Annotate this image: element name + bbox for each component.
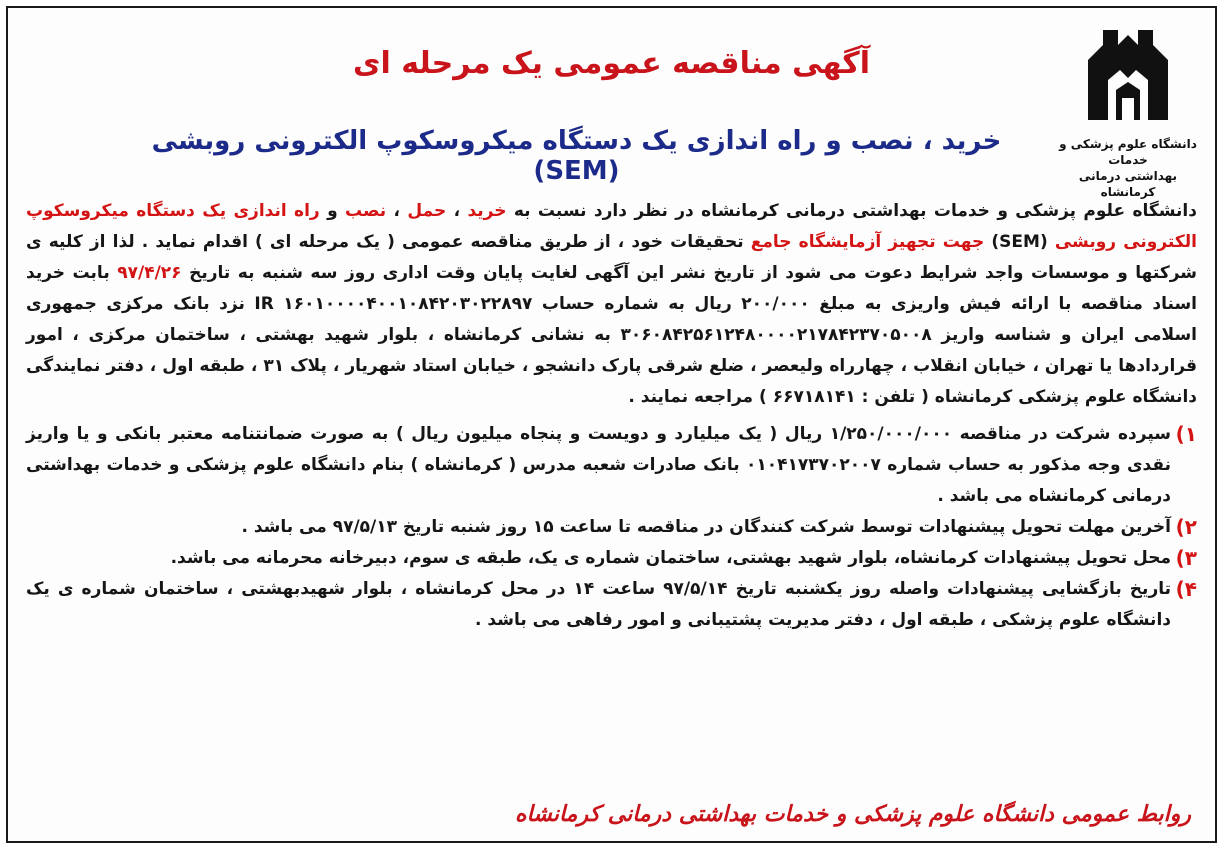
logo bbox=[1053, 20, 1203, 199]
item-number: ۱) bbox=[1175, 422, 1197, 446]
item-text: تاریخ بازگشایی پیشنهادات واصله روز یکشنبه تاریخ ۹۷/۵/۱۴ ساعت ۱۴ در محل کرمانشاه ، بلوار شهیدبهشتی ، ساختمان شماره ی یک دانشگاه علوم پزشکی ، طبقه اول ، دفتر مدیریت پشتیبانی و امور رفاهی می باشد . bbox=[26, 579, 1171, 630]
item-number: ۲) bbox=[1175, 515, 1197, 539]
item-number: ۴) bbox=[1175, 577, 1197, 601]
notice-title: آگهی مناقصه عمومی یک مرحله ای bbox=[353, 46, 870, 81]
list-item bbox=[26, 574, 1197, 636]
highlight-setup: راه اندازی یک دستگاه میکروسکوپ الکترونی روبشی bbox=[26, 201, 1197, 252]
notice-body bbox=[26, 196, 1197, 636]
item-text: محل تحویل پیشنهادات کرمانشاه، بلوار شهید بهشتی، ساختمان شماره ی یک، طبقه ی سوم، دبیرخانه محرمانه می باشد. bbox=[170, 548, 1171, 568]
intro-text: ، bbox=[386, 201, 408, 221]
notice-frame bbox=[6, 6, 1217, 843]
list-item bbox=[26, 543, 1197, 574]
highlight-carry: حمل bbox=[407, 201, 447, 221]
item-number: ۳) bbox=[1175, 546, 1197, 570]
intro-paragraph bbox=[26, 196, 1197, 413]
highlight-install: نصب bbox=[345, 201, 387, 221]
list-item bbox=[26, 419, 1197, 512]
notice-subtitle: خرید ، نصب و راه اندازی یک دستگاه میکروسکوپ الکترونی روبشی (SEM) bbox=[151, 126, 1002, 186]
highlight-purpose: جهت تجهیز آزمایشگاه جامع bbox=[750, 232, 985, 252]
intro-text: (SEM) bbox=[984, 232, 1055, 252]
university-emblem-icon bbox=[1078, 20, 1178, 130]
item-text: سپرده شرکت در مناقصه ۱/۲۵۰/۰۰۰/۰۰۰ ریال ( یک میلیارد و دویست و پنجاه میلیون ریال ) به صورت ضمانتنامه معتبر بانکی و یا واریز نقدی وجه مذکور به حساب شماره ۰۱۰۴۱۷۳۷۰۲۰۰۷ بانک صادرات شعبه مدرس ( کرمانشاه ) بنام دانشگاه علوم پزشکی و خدمات بهداشتی درمانی کرمانشاه می باشد . bbox=[26, 424, 1172, 506]
intro-text: ، bbox=[446, 201, 468, 221]
highlight-buy: خرید bbox=[467, 201, 507, 221]
intro-text: بابت خرید اسناد مناقصه با ارائه فیش واریزی به مبلغ ۲۰۰/۰۰۰ ریال به شماره حساب IR ۱۶۰۱۰۰۰۰۴۰۰۱۰۸۴۲۰۳۰۲۲۸۹۷ نزد بانک مرکزی جمهوری اسلامی ایران و شناسه واریز ۳۰۶۰۸۴۲۵۶۱۲۴۸۰۰۰۰۲۱۷۸۴۲۳۷۰۵۰۰۸ به نشانی کرمانشاه ، بلوار شهید بهشتی ، ساختمان مرکزی ، امور قراردادها یا تهران ، خیابان انقلاب ، چهارراه ولیعصر ، ضلع شرقی پارک دانشجو ، خیابان استاد شهریار ، پلاک ۳۱ ، طبقه اول ، دفتر نمایندگی دانشگاه علوم پزشکی کرمانشاه ( تلفن : ۶۶۷۱۸۱۴۱ ) مراجعه نمایند . bbox=[26, 263, 1198, 407]
org-name: دانشگاه علوم پزشکی و خدمات بهداشتی درمانی کرمانشاه bbox=[701, 201, 1197, 221]
intro-text: و bbox=[319, 201, 346, 221]
item-text: آخرین مهلت تحویل پیشنهادات توسط شرکت کنندگان در مناقصه تا ساعت ۱۵ روز شنبه تاریخ ۹۷/۵/۱۳ می باشد . bbox=[241, 517, 1171, 537]
conditions-list bbox=[26, 419, 1197, 636]
logo-caption: دانشگاه علوم پزشکی و خدمات بهداشتی درمانی کرمانشاه bbox=[1059, 137, 1197, 199]
deadline-date: ۹۷/۴/۲۶ bbox=[117, 263, 182, 283]
intro-text: در نظر دارد نسبت به bbox=[506, 201, 702, 221]
intro-text: تحقیقات خود ، از طریق مناقصه عمومی ( یک مرحله ای ) اقدام نماید . لذا از کلیه ی شرکتها و موسسات واجد شرایط دعوت می شود از تاریخ نشر این آگهی لغایت پایان وقت اداری روز سه شنبه به تاریخ bbox=[26, 232, 1198, 283]
list-item bbox=[26, 512, 1197, 543]
public-relations-footer: روابط عمومی دانشگاه علوم پزشکی و خدمات بهداشتی درمانی کرمانشاه bbox=[515, 802, 1191, 827]
